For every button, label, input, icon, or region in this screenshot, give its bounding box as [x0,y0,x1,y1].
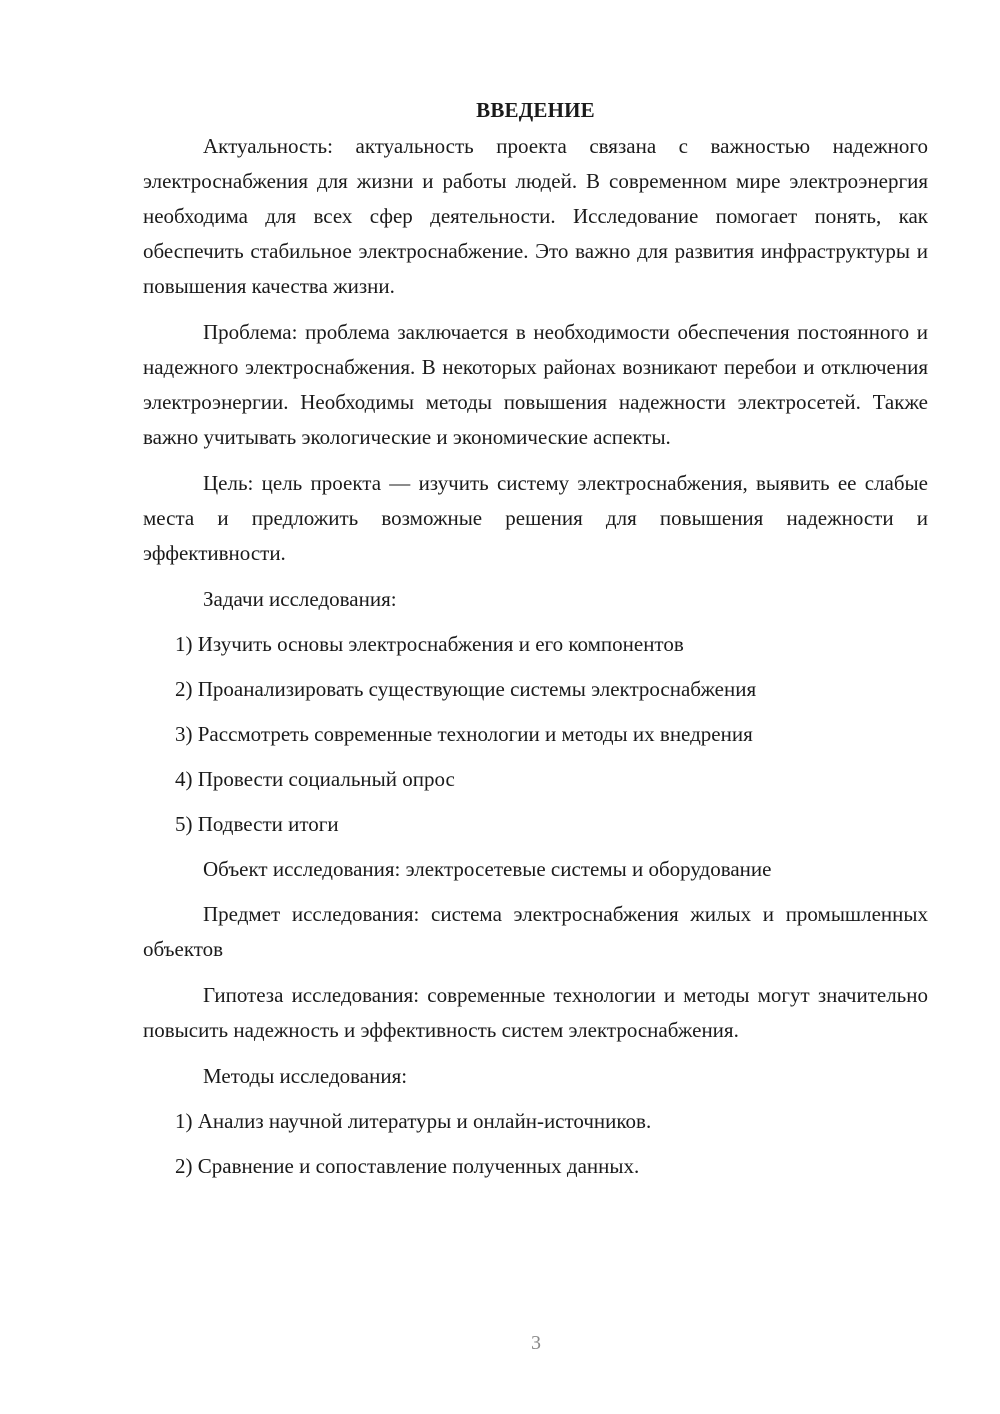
tasks-list [143,627,928,842]
list-item: 4) Провести социальный опрос [175,767,455,791]
document-page [143,95,928,1194]
problem-paragraph: Проблема: проблема заключается в необходимости обеспечения постоянного и надежного электроснабжения. В некоторых районах возникают перебои и отключения электроэнергии. Необходимы методы повышения надежности электросетей. Также важно учитывать экологические и экономические аспекты. [143,320,928,449]
list-item: 1) Изучить основы электроснабжения и его компонентов [175,632,684,656]
page-number: 3 [531,1332,541,1354]
subject-paragraph: Предмет исследования: система электроснабжения жилых и промышленных объектов [143,902,928,961]
tasks-heading: Задачи исследования: [203,587,397,611]
methods-list [143,1104,928,1184]
list-item: 5) Подвести итоги [175,812,339,836]
goal-paragraph: Цель: цель проекта — изучить систему электроснабжения, выявить ее слабые места и предложить возможные решения для повышения надежности и эффективности. [143,471,928,565]
relevance-paragraph: Актуальность: актуальность проекта связана с важностью надежного электроснабжения для жизни и работы людей. В современном мире электроэнергия необходима для всех сфер деятельности. Исследование помогает понять, как обеспечить стабильное электроснабжение. Это важно для развития инфраструктуры и повышения качества жизни. [143,134,928,298]
list-item: 1) Анализ научной литературы и онлайн-источников. [175,1109,652,1133]
page-title: ВВЕДЕНИЕ [476,98,595,122]
list-item: 2) Проанализировать существующие системы электроснабжения [175,677,757,701]
list-item: 3) Рассмотреть современные технологии и методы их внедрения [175,722,753,746]
object-paragraph: Объект исследования: электросетевые системы и оборудование [203,857,772,881]
methods-heading: Методы исследования: [203,1064,408,1088]
hypothesis-paragraph: Гипотеза исследования: современные технологии и методы могут значительно повысить надежность и эффективность систем электроснабжения. [143,983,928,1042]
list-item: 2) Сравнение и сопоставление полученных данных. [175,1154,640,1178]
